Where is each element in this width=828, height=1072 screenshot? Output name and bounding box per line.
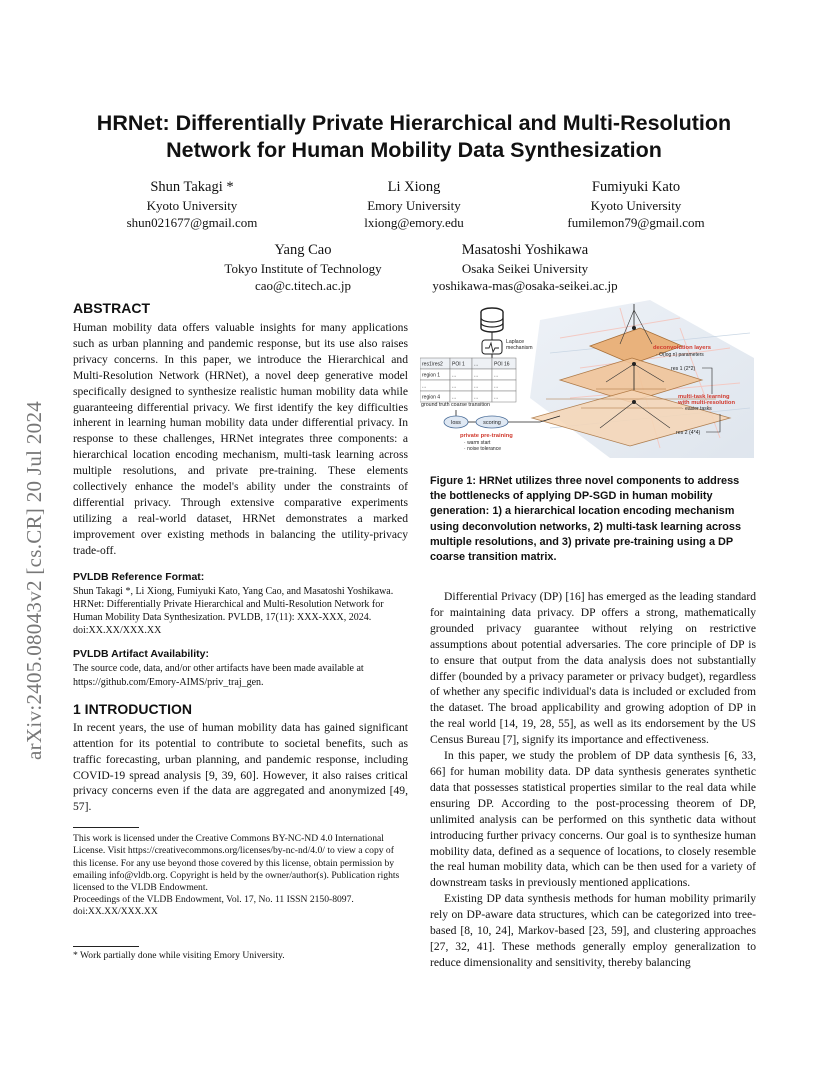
table-cell: ...	[452, 394, 457, 401]
laplace-label-line1: Laplace	[506, 339, 525, 345]
table-cell: ...	[452, 383, 457, 390]
tree-node	[632, 326, 636, 330]
table-cell: ...	[452, 372, 457, 379]
introduction-paragraph: In recent years, the use of human mobility data has gained significant attention for its potential to contribute to societal benefits, such as traffic forecasting, urban planning, and pandemic response, including COVID-19 spread analysis [9, 39, 60]. However, it also raises critical privacy concerns even if the data are aggregated and anonymized [49, 57].	[73, 720, 408, 814]
author-affiliation: Osaka Seikei University	[461, 261, 589, 276]
author-block-4	[203, 241, 403, 294]
left-column	[73, 300, 408, 919]
table-cell: ...	[474, 383, 479, 390]
res1-label: res 1 (2*2)	[671, 366, 696, 372]
tree-node	[632, 362, 636, 366]
author-block-1	[92, 178, 292, 231]
artifact-text: The source code, data, and/or other artifacts have been made available at https://github.com/Emory-AIMS/priv_traj_gen.	[73, 663, 364, 688]
table-caption: ground truth coarse transition	[421, 402, 490, 408]
table-cell: region 4	[422, 394, 441, 401]
abstract-heading: ABSTRACT	[73, 300, 150, 316]
table-cell: region 1	[422, 372, 441, 379]
paper-title	[60, 110, 768, 164]
table-header-cell: POI 16	[494, 361, 510, 368]
author-affiliation: Kyoto University	[146, 198, 238, 213]
tree-node	[632, 400, 636, 404]
footnote-rule	[73, 827, 139, 828]
transition-table	[420, 358, 516, 402]
artifact-heading: PVLDB Artifact Availability:	[73, 648, 209, 661]
author-name: Li Xiong	[387, 179, 441, 195]
footnote-text: * Work partially done while visiting Emory University.	[73, 950, 285, 961]
table-header-cell: POI 1	[452, 361, 465, 368]
res2-label: res 2 (4*4)	[676, 430, 701, 436]
laplace-label-line2: mechanism	[506, 345, 533, 351]
table-cell: ...	[474, 372, 479, 379]
figure-1-diagram	[420, 298, 754, 458]
reference-format-text: Shun Takagi *, Li Xiong, Fumiyuki Kato, Yang Cao, and Masatoshi Yoshikawa. HRNet: Differentially Private Hierarchical and Multi-Resolution Network for Human Mobility Data Synthesization. PVLDB, 17(11): XXX-XXX, 2024.	[73, 585, 394, 623]
table-cell: ...	[494, 372, 499, 379]
author-email: lxiong@emory.edu	[364, 215, 464, 230]
author-email: yoshikawa-mas@osaka-seikei.ac.jp	[432, 278, 618, 293]
introduction-heading: 1 INTRODUCTION	[73, 700, 192, 717]
mtl-title-2: with multi-resolution	[678, 400, 735, 406]
author-name: Yang Cao	[274, 242, 332, 258]
reference-doi: doi:XX.XX/XXX.XX	[73, 625, 162, 637]
table-header-cell: res1\res2	[422, 361, 443, 368]
pretrain-item-warm-start: · warm start	[464, 440, 491, 446]
pretrain-item-1: warm start	[467, 440, 491, 446]
right-column	[430, 589, 756, 971]
laplace-label	[506, 339, 533, 351]
footnote-rule-2	[73, 946, 139, 947]
author-name: Shun Takagi *	[150, 179, 234, 195]
right-paragraph-1: Differential Privacy (DP) [16] has emerged as the leading standard for maintaining data privacy. DP offers a strong, mathematically grounded privacy guarantee without relying on restrictive assumptions about potential adversaries. The core principle of DP is to ensure that output from the data analysis does not substantially differ (bounded by a privacy parameter or privacy budget), regardless of whether any specific individual's data is included or excluded from the dataset. The broad applicability and growing adoption of DP in the real world [14, 19, 28, 55], as well as its endorsement by the US Census Bureau [7], signify its importance and effectiveness.	[430, 590, 756, 747]
proceedings-text: Proceedings of the VLDB Endowment, Vol. 17, No. 11 ISSN 2150-8097.	[73, 894, 354, 906]
author-affiliation: Kyoto University	[590, 198, 682, 213]
arxiv-watermark: arXiv:2405.08043v2 [cs.CR] 20 Jul 2024	[22, 400, 46, 760]
abstract-text: Human mobility data offers valuable insights for many applications such as urban planning and pandemic response, but its use also raises privacy concerns. In this paper, we introduce the Hierarchical and Multi-Resolution Network (HRNet), a novel deep generative model specifically designed to synthesize realistic human mobility data while guaranteeing differential privacy. We first identify the key difficulties inherent in learning human mobility data under differential privacy. In response to these challenges, HRNet integrates three components: a hierarchical location encoding mechanism, multi-task learning across multiple resolutions, and private pre-training. These elements collectively enhance the model's ability under the constraints of differential privacy. Through extensive comparative experiments utilizing a real-world dataset, HRNet demonstrates a marked improvement over existing methods in balancing the utility-privacy trade-off.	[73, 321, 408, 557]
author-block-2	[314, 178, 514, 231]
reference-format-heading: PVLDB Reference Format:	[73, 570, 205, 583]
pretrain-title: private pre-training	[460, 433, 513, 439]
author-name: Fumiyuki Kato	[591, 179, 681, 195]
database-icon	[481, 308, 503, 332]
pretrain-item-2: noise tolerance	[467, 446, 501, 452]
author-block-3	[536, 178, 736, 231]
table-cell: ...	[474, 394, 479, 401]
deconv-title: deconvolution layers	[653, 345, 711, 351]
mtl-sub: · easier tasks	[682, 406, 712, 412]
author-email: fumilemon79@gmail.com	[567, 215, 705, 230]
scoring-label: scoring	[483, 420, 501, 426]
deconv-sub: · O(log n) parameters	[656, 352, 704, 358]
pretrain-item-noise-tolerance: · noise tolerance	[464, 446, 501, 452]
table-cell: ...	[494, 394, 499, 401]
mtl-sub-text: easier tasks	[685, 406, 712, 412]
figure-1-caption: Figure 1: HRNet utilizes three novel components to address the bottlenecks of applying DP-SGD in human mobility generation: 1) a hierarchical location encoding mechanism using deconvolution networks, 2) multi-task learning across multiple resolutions, and 3) private pre-training using a DP coarse transition matrix.	[430, 475, 742, 564]
author-block-5	[408, 241, 642, 294]
license-text: This work is licensed under the Creative Commons BY-NC-ND 4.0 International License. Visit https://creativecommons.org/licenses/by-nc-nd/4.0/ to view a copy of this license. For any use beyond those covered by this license, obtain permission by emailing info@vldb.org. Copyright is held by the owner/author(s). Publication rights licensed to the VLDB Endowment.	[73, 833, 400, 894]
author-name: Masatoshi Yoshikawa	[461, 242, 589, 258]
right-paragraph-3: Existing DP data synthesis methods for human mobility primarily rely on DP-aware data structures, which can be categorized into tree-based [8, 10, 24], Markov-based [23, 59], and clustering approaches [27, 32, 41]. These methods generally employ generalization to reduce dimensionality and sensitivity, thereby balancing	[430, 892, 756, 969]
table-cell: ...	[422, 383, 427, 390]
author-email: cao@c.titech.ac.jp	[254, 278, 352, 293]
right-paragraph-2: In this paper, we study the problem of DP data synthesis [6, 33, 66] for human mobility data. DP data synthesis generates synthetic data that possesses statistical properties similar to the real data while ensuring DP. According to the post-processing theorem of DP, unlimited analysis can be performed on this synthetic data without introducing further privacy concerns. Our goal is to synthesize human mobility data, defined as a sequence of locations, to closely resemble the real human mobility data, which can be then used for a variety of downstream tasks in previously mentioned applications.	[430, 749, 756, 890]
table-header-cell: ...	[474, 361, 479, 368]
mtl-title-1: multi-task learning	[678, 394, 730, 400]
title-line-1: HRNet: Differentially Private Hierarchical and Multi-Resolution	[96, 111, 732, 135]
loss-label: loss	[451, 420, 461, 426]
author-affiliation: Tokyo Institute of Technology	[224, 261, 382, 276]
deconv-sub-text: O(log n) parameters	[659, 352, 704, 358]
title-line-2: Network for Human Mobility Data Synthesization	[166, 138, 662, 162]
table-cell: ...	[494, 383, 499, 390]
author-email: shun021677@gmail.com	[126, 215, 258, 230]
author-affiliation: Emory University	[367, 198, 461, 213]
proceedings-doi: doi:XX.XX/XXX.XX	[73, 906, 158, 918]
